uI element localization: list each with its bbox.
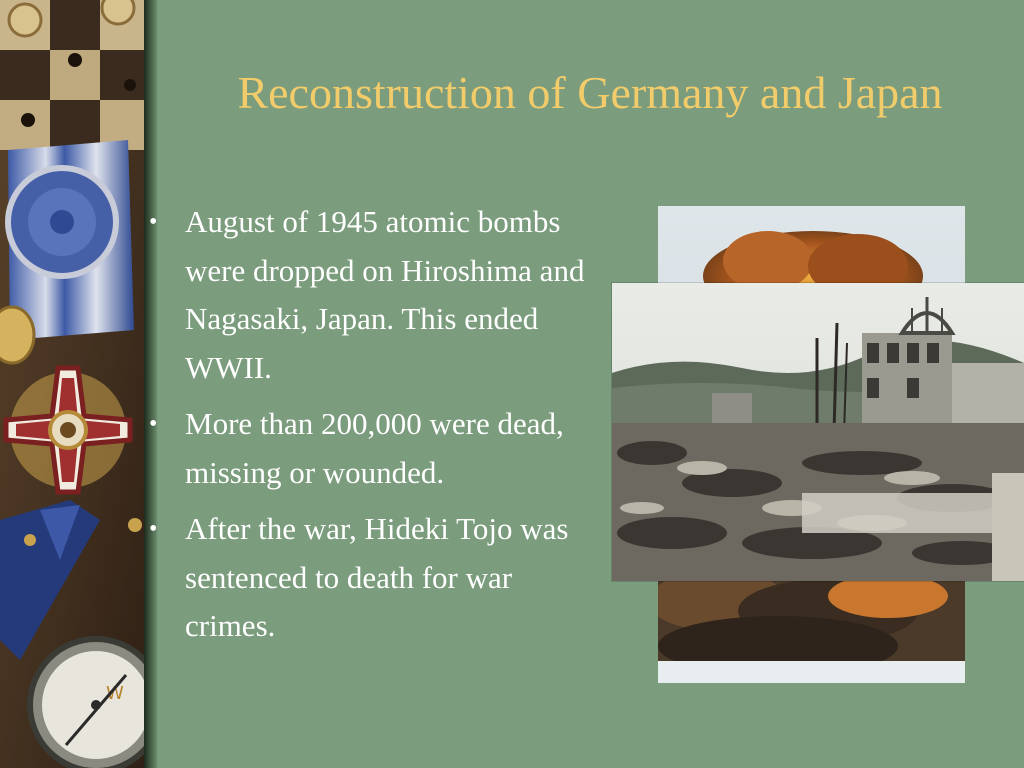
bullet-marker: • xyxy=(149,411,158,437)
bullet-list xyxy=(143,198,603,659)
bullet-item xyxy=(143,400,603,497)
bullet-text: After the war, Hideki Tojo was sentenced to death for war crimes. xyxy=(185,511,569,643)
slide-title: Reconstruction of Germany and Japan xyxy=(237,67,943,118)
svg-text:W: W xyxy=(106,683,124,704)
bullet-item xyxy=(143,505,603,651)
bullet-marker: • xyxy=(149,209,158,235)
bullet-text: More than 200,000 were dead, missing or wounded. xyxy=(185,406,564,490)
board-pattern xyxy=(0,0,148,150)
hiroshima-ruins-photo xyxy=(612,283,1024,581)
bullet-item xyxy=(143,198,603,392)
bullet-marker: • xyxy=(149,516,158,542)
medals-decorative-image xyxy=(0,0,148,768)
bullet-text: August of 1945 atomic bombs were dropped on Hiroshima and Nagasaki, Japan. This ended WWII. xyxy=(185,204,585,385)
